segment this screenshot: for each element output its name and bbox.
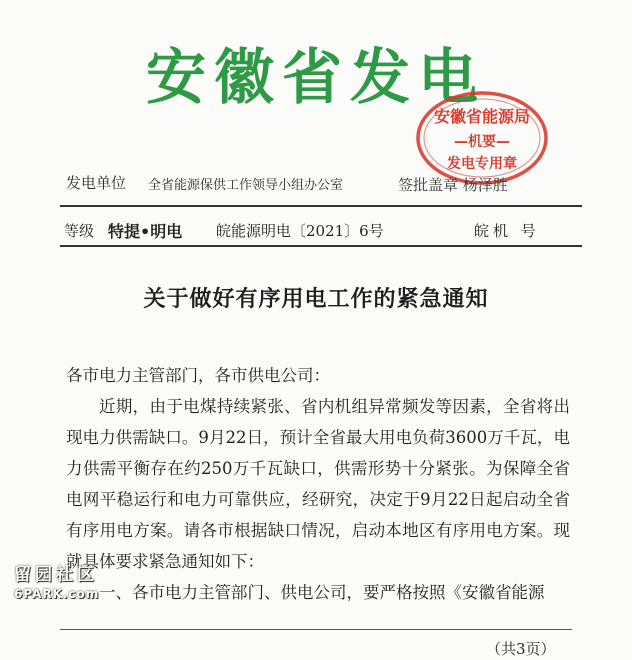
- footer-divider: [60, 629, 572, 630]
- signer-field: 签批盖章 杨泽胜: [398, 176, 508, 194]
- grade-label: 等级: [64, 222, 95, 240]
- document-header-title: 安徽省发电: [146, 43, 486, 113]
- page-count: （共3页）: [486, 640, 556, 658]
- watermark-line-1: 留园社区: [14, 565, 98, 585]
- site-watermark: [14, 560, 99, 601]
- anhui-machine-code: 皖机 号: [474, 222, 540, 240]
- issuer-label: 发电单位: [66, 174, 127, 192]
- divider-middle: [60, 245, 582, 247]
- issuer-value: 全省能源保供工作领导小组办公室: [148, 178, 344, 193]
- watermark-line-2: 6PARK.com: [14, 587, 100, 601]
- stamp-middle-text: —机要—: [454, 134, 510, 150]
- stamp-bottom-text: 发电专用章: [447, 156, 517, 172]
- paragraph-1: 近期，由于电煤持续紧张、省内机组异常频发等因素，全省将出现电力供需缺口。9月22日，预计全省最大用电负荷3600万千瓦，电力供需平衡存在约250万千瓦缺口，供需形势十分紧张。为保障全省电网平稳运行和电力可靠供应，经研究，决定于9月22日起启动全省有序用电方案。请各市根据缺口情况，启动本地区有序用电方案。现就具体要求紧急通知如下：: [66, 397, 570, 571]
- divider-top: [60, 205, 582, 207]
- official-seal-stamp: [412, 88, 552, 188]
- notice-body: [66, 360, 570, 608]
- stamp-org-text: 安徽省能源局: [433, 107, 531, 126]
- paragraph-2: 一、各市电力主管部门、供电公司，要严格按照《安徽省能源: [99, 583, 545, 602]
- document-number: 皖能源明电〔2021〕6号: [216, 222, 384, 240]
- salutation: 各市电力主管部门，各市供电公司：: [66, 366, 330, 385]
- grade-value: 特提•明电: [108, 222, 183, 241]
- notice-title: 关于做好有序用电工作的紧急通知: [143, 286, 489, 312]
